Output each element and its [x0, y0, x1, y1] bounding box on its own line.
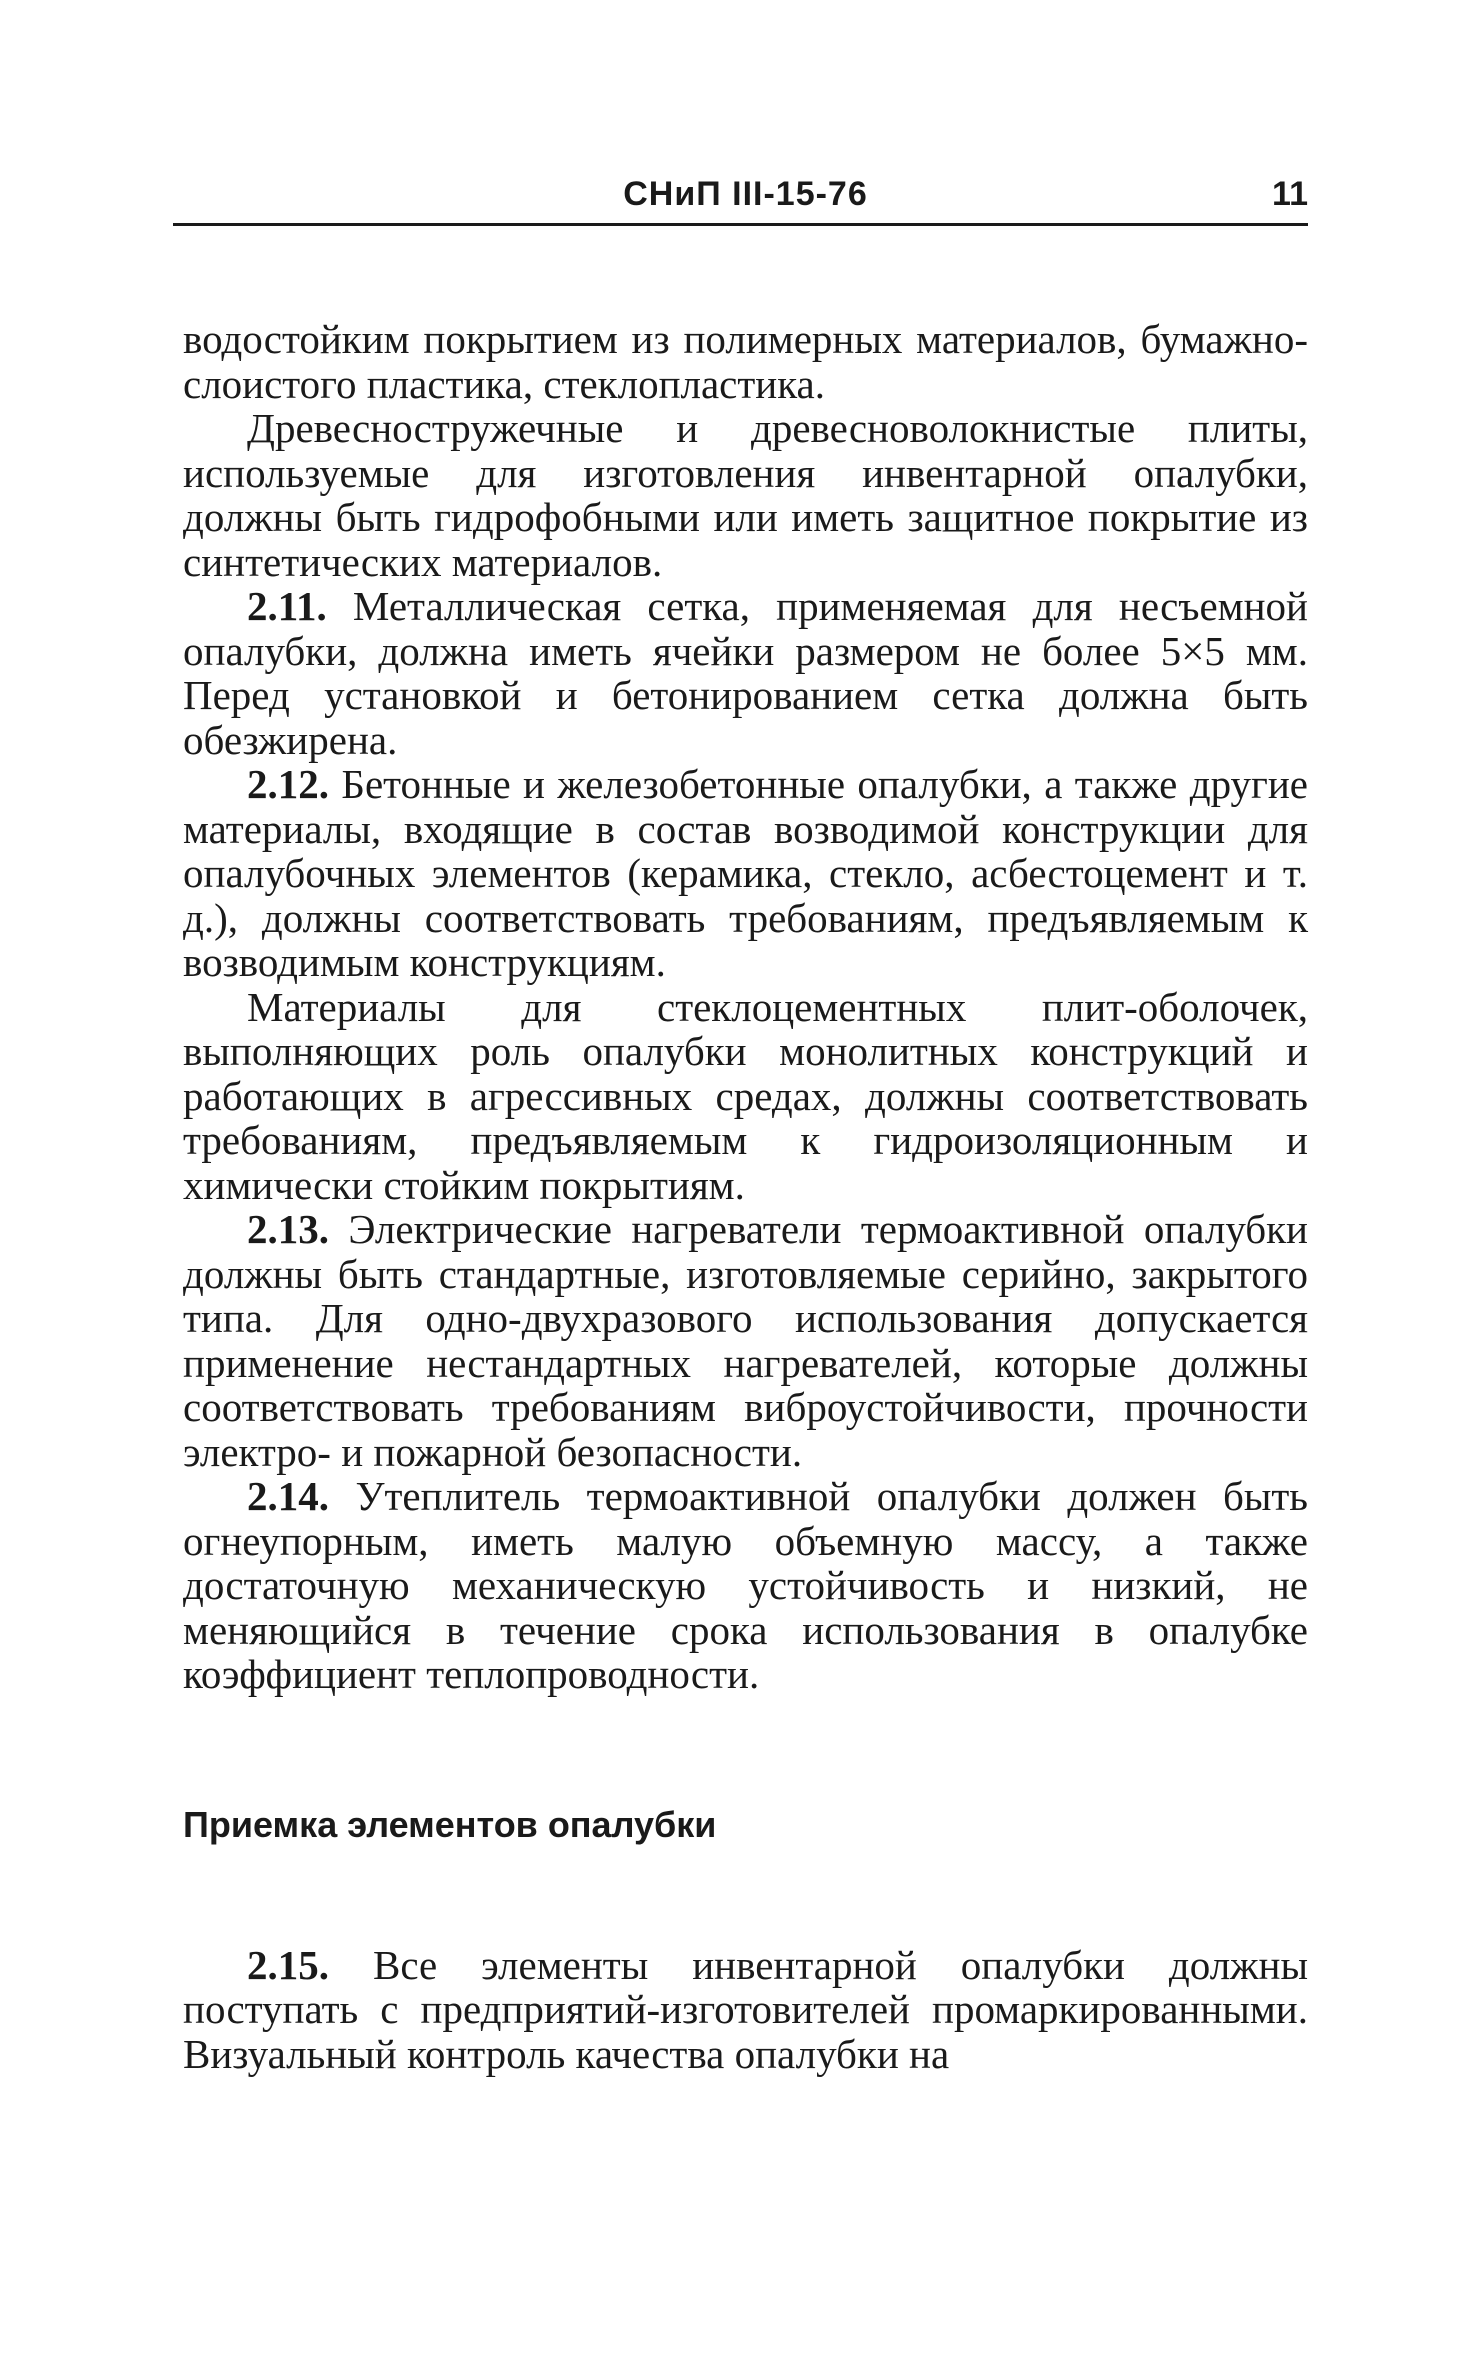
clause-2-12 [183, 762, 1308, 985]
clause-text: Металлическая сетка, применяемая для несъемной опалубки, должна иметь ячейки размером не более 5×5 мм. Перед установкой и бетонированием сетка должна быть обезжирена. [183, 583, 1308, 763]
paragraph-particle-boards [183, 406, 1308, 584]
paragraph-text: водостойким покрытием из полимерных материалов, бумажно-слоистого пластика, стеклопластика. [183, 316, 1308, 407]
paragraph-continuation [183, 317, 1308, 406]
clause-number: 2.11. [247, 583, 327, 629]
page-number: 11 [1272, 175, 1308, 213]
clause-text: Все элементы инвентарной опалубки должны поступать с предприятий-изготовителей промаркированными. Визуальный контроль качества опалубки на [183, 1941, 1308, 2077]
paragraph-text: Материалы для стеклоцементных плит-оболочек, выполняющих роль опалубки монолитных конструкций и работающих в агрессивных средах, должны соответствовать требованиям, предъявляемым к гидроизоляционным и химически стойким покрытиям. [183, 983, 1308, 1208]
document-page [183, 165, 1308, 2076]
clause-number: 2.12. [247, 761, 329, 807]
clause-text: Утеплитель термоактивной опалубки должен быть огнеупорным, иметь малую объемную массу, а также достаточную механическую устойчивость и низкий, не меняющийся в течение срока использования в опалубке коэффициент теплопроводности. [183, 1473, 1308, 1697]
body-text [183, 317, 1308, 2076]
clause-2-15 [183, 1943, 1308, 2077]
clause-number: 2.14. [247, 1473, 329, 1519]
running-header [183, 165, 1308, 225]
header-rule [173, 223, 1308, 226]
clause-2-14 [183, 1474, 1308, 1697]
clause-text: Электрические нагреватели термоактивной опалубки должны быть стандартные, изготовляемые серийно, закрытого типа. Для одно-двухразового использования допускается применение нестандартных нагревателей, которые должны соответствовать требованиям виброустойчивости, прочности электро- и пожарной безопасности. [183, 1206, 1309, 1475]
section-heading: Приемка элементов опалубки [183, 1803, 717, 1845]
clause-number: 2.13. [247, 1206, 329, 1252]
paragraph-glass-cement [183, 985, 1308, 1208]
clause-text: Бетонные и железобетонные опалубки, а также другие материалы, входящие в состав возводимой конструкции для опалубочных элементов (керамика, стекло, асбестоцемент и т. д.), должны соответствовать требованиям, предъявляемым к возводимым конструкциям. [183, 761, 1308, 985]
clause-2-13 [183, 1207, 1308, 1474]
paragraph-text: Древесностружечные и древесноволокнистые плиты, используемые для изготовления инвентарной опалубки, должны быть гидрофобными или иметь защитное покрытие из синтетических материалов. [183, 405, 1308, 585]
document-code: СНиП III-15-76 [623, 175, 868, 213]
clause-2-11 [183, 584, 1308, 762]
clause-number: 2.15. [247, 1941, 329, 1988]
